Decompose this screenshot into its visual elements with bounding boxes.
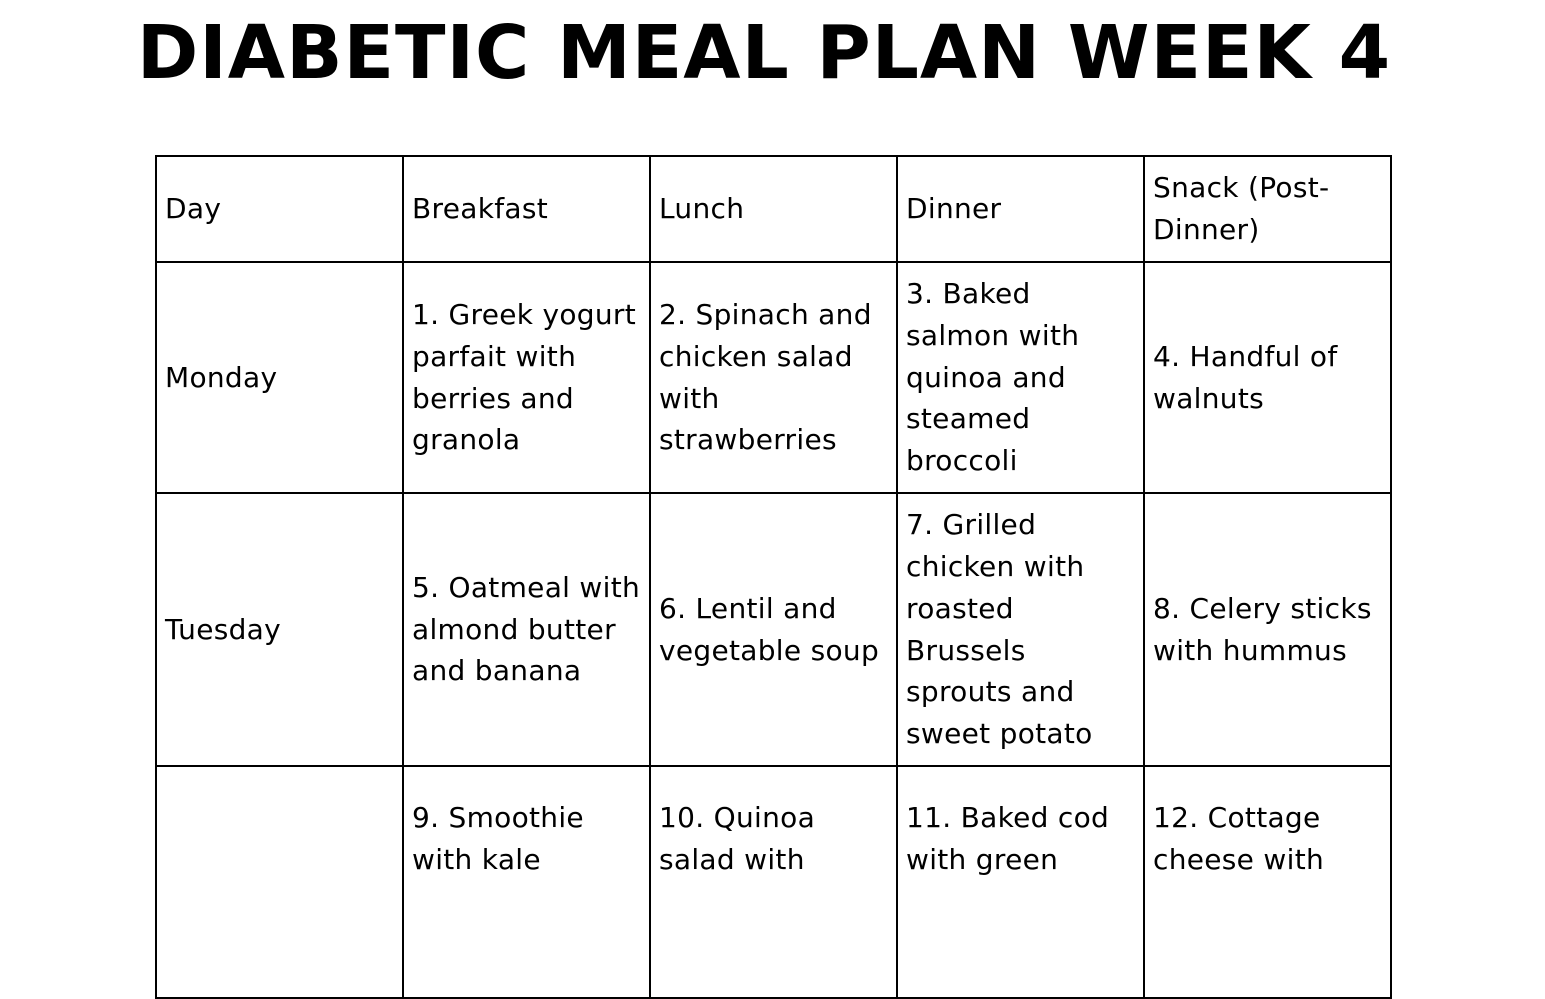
lunch-cell: 6. Lentil and vegetable soup [650, 493, 897, 766]
breakfast-cell: 1. Greek yogurt parfait with berries and granola [403, 262, 650, 493]
table-row [156, 493, 1391, 766]
table-row [156, 262, 1391, 493]
snack-cell: 12. Cottage cheese with [1144, 766, 1391, 998]
header-snack: Snack (Post-Dinner) [1144, 156, 1391, 262]
day-cell: Monday [156, 262, 403, 493]
snack-cell: 8. Celery sticks with hummus [1144, 493, 1391, 766]
meal-plan-table [155, 155, 1392, 999]
dinner-cell: 3. Baked salmon with quinoa and steamed broccoli [897, 262, 1144, 493]
header-breakfast: Breakfast [403, 156, 650, 262]
dinner-cell: 11. Baked cod with green [897, 766, 1144, 998]
table-row [156, 766, 1391, 998]
header-lunch: Lunch [650, 156, 897, 262]
lunch-cell: 10. Quinoa salad with [650, 766, 897, 998]
header-day: Day [156, 156, 403, 262]
page-title: DIABETIC MEAL PLAN WEEK 4 [136, 10, 1392, 96]
breakfast-cell: 9. Smoothie with kale [403, 766, 650, 998]
lunch-cell: 2. Spinach and chicken salad with strawberries [650, 262, 897, 493]
table-header-row [156, 156, 1391, 262]
snack-cell: 4. Handful of walnuts [1144, 262, 1391, 493]
breakfast-cell: 5. Oatmeal with almond butter and banana [403, 493, 650, 766]
header-dinner: Dinner [897, 156, 1144, 262]
day-cell: Tuesday [156, 493, 403, 766]
day-cell [156, 766, 403, 998]
dinner-cell: 7. Grilled chicken with roasted Brussels sprouts and sweet potato [897, 493, 1144, 766]
